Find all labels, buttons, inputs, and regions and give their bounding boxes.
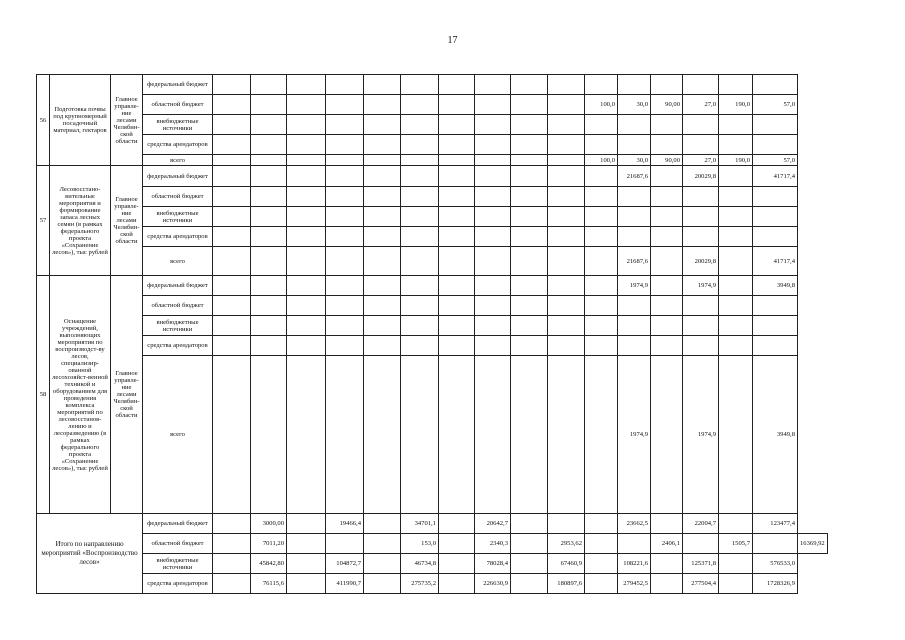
- page-number: 17: [447, 35, 458, 46]
- value-cell: 30,0: [618, 155, 651, 166]
- measure-description: Оснащение учреждений, выполняющих мероприятия по воспроизводст-ву лесов, специализир-ованной лесохозяйст-венной техникой и оборудованием для проведения комплекса мероприятий по лесовосстанов-лению и лесоразведению (в рамках федерального проекта «Сохранение лесов»), тыс рублей: [50, 276, 111, 514]
- total-cell: 19466,4: [326, 514, 364, 534]
- source-label: федеральный бюджет: [143, 166, 213, 187]
- program-table: [36, 74, 828, 594]
- value-cell: 90,00: [651, 95, 683, 115]
- source-label: областной бюджет: [143, 187, 213, 207]
- executor: Главное управле-ние лесами Челябин-ской области: [111, 276, 143, 514]
- row-index: 57: [37, 166, 50, 276]
- total-cell: 153,0: [401, 534, 439, 554]
- value-cell: 1974,9: [618, 356, 651, 514]
- source-label: внебюджетные источники: [143, 207, 213, 227]
- total-cell: 1728326,9: [753, 574, 798, 594]
- source-label: областной бюджет: [143, 95, 213, 115]
- total-cell: 2953,62: [548, 534, 585, 554]
- source-label: федеральный бюджет: [143, 75, 213, 95]
- value-cell: 21687,6: [618, 166, 651, 187]
- source-label: средства арендаторов: [143, 336, 213, 356]
- measure-description: Лесовосстано-вительные мероприятия и формирование запаса лесных семян (в рамках федерального проекта «Сохранение лесов»), тыс рублей: [50, 166, 111, 276]
- value-cell: 27,0: [683, 155, 719, 166]
- value-cell: 30,0: [618, 95, 651, 115]
- value-cell: 1974,9: [683, 276, 719, 296]
- total-cell: 2406,1: [651, 534, 683, 554]
- total-cell: 576533,0: [753, 554, 798, 574]
- value-cell: 90,00: [651, 155, 683, 166]
- source-label: средства арендаторов: [143, 227, 213, 247]
- value-cell: 41717,4: [753, 166, 798, 187]
- source-label: всего: [143, 356, 213, 514]
- value-cell: 1974,9: [683, 356, 719, 514]
- value-cell: 27,0: [683, 95, 719, 115]
- total-cell: 275735,2: [401, 574, 439, 594]
- total-cell: 123477,4: [753, 514, 798, 534]
- total-cell: 34701,1: [401, 514, 439, 534]
- total-cell: 78028,4: [475, 554, 511, 574]
- source-label: областной бюджет: [143, 534, 213, 554]
- source-label: средства арендаторов: [143, 574, 213, 594]
- value-cell: 3949,8: [753, 276, 798, 296]
- source-label: всего: [143, 247, 213, 276]
- total-cell: 23662,5: [618, 514, 651, 534]
- source-label: внебюджетные источники: [143, 554, 213, 574]
- total-cell: 16369,92: [798, 534, 828, 554]
- value-cell: 20029,8: [683, 247, 719, 276]
- value-cell: 100,0: [585, 95, 618, 115]
- executor: Главное управле-ние лесами Челябин-ской области: [111, 166, 143, 276]
- executor: Главное управле-ние лесами Челябин-ской области: [111, 75, 143, 166]
- value-cell: 3949,8: [753, 356, 798, 514]
- source-label: областной бюджет: [143, 296, 213, 316]
- total-cell: 125371,8: [683, 554, 719, 574]
- total-cell: 1505,7: [719, 534, 753, 554]
- total-cell: 411990,7: [326, 574, 364, 594]
- totals-label: Итого по направлению мероприятий «Воспроизводство лесов»: [37, 514, 143, 594]
- value-cell: 57,0: [753, 95, 798, 115]
- total-cell: 277504,4: [683, 574, 719, 594]
- total-cell: 3000,00: [251, 514, 287, 534]
- source-label: внебюджетные источники: [143, 115, 213, 135]
- source-label: федеральный бюджет: [143, 514, 213, 534]
- total-cell: 22004,7: [683, 514, 719, 534]
- value-cell: 20029,8: [683, 166, 719, 187]
- total-cell: 67460,9: [548, 554, 585, 574]
- value-cell: 190,0: [719, 95, 753, 115]
- source-label: внебюджетные источники: [143, 316, 213, 336]
- value-cell: 100,0: [585, 155, 618, 166]
- total-cell: 180897,6: [548, 574, 585, 594]
- source-label: всего: [143, 155, 213, 166]
- total-cell: 226630,9: [475, 574, 511, 594]
- total-cell: 20642,7: [475, 514, 511, 534]
- row-index: 58: [37, 276, 50, 514]
- total-cell: 2340,3: [475, 534, 511, 554]
- measure-description: Подготовка почвы под крупномерный посадочный материал, гектаров: [50, 75, 111, 166]
- value-cell: 57,0: [753, 155, 798, 166]
- value-cell: 41717,4: [753, 247, 798, 276]
- value-cell: 21687,6: [618, 247, 651, 276]
- value-cell: 190,0: [719, 155, 753, 166]
- total-cell: 46734,8: [401, 554, 439, 574]
- total-cell: 76115,6: [251, 574, 287, 594]
- total-cell: 108221,6: [618, 554, 651, 574]
- source-label: средства арендаторов: [143, 135, 213, 155]
- row-index: 56: [37, 75, 50, 166]
- total-cell: 7011,20: [251, 534, 287, 554]
- total-cell: 279452,5: [618, 574, 651, 594]
- value-cell: 1974,9: [618, 276, 651, 296]
- total-cell: 104872,7: [326, 554, 364, 574]
- total-cell: 45842,80: [251, 554, 287, 574]
- source-label: федеральный бюджет: [143, 276, 213, 296]
